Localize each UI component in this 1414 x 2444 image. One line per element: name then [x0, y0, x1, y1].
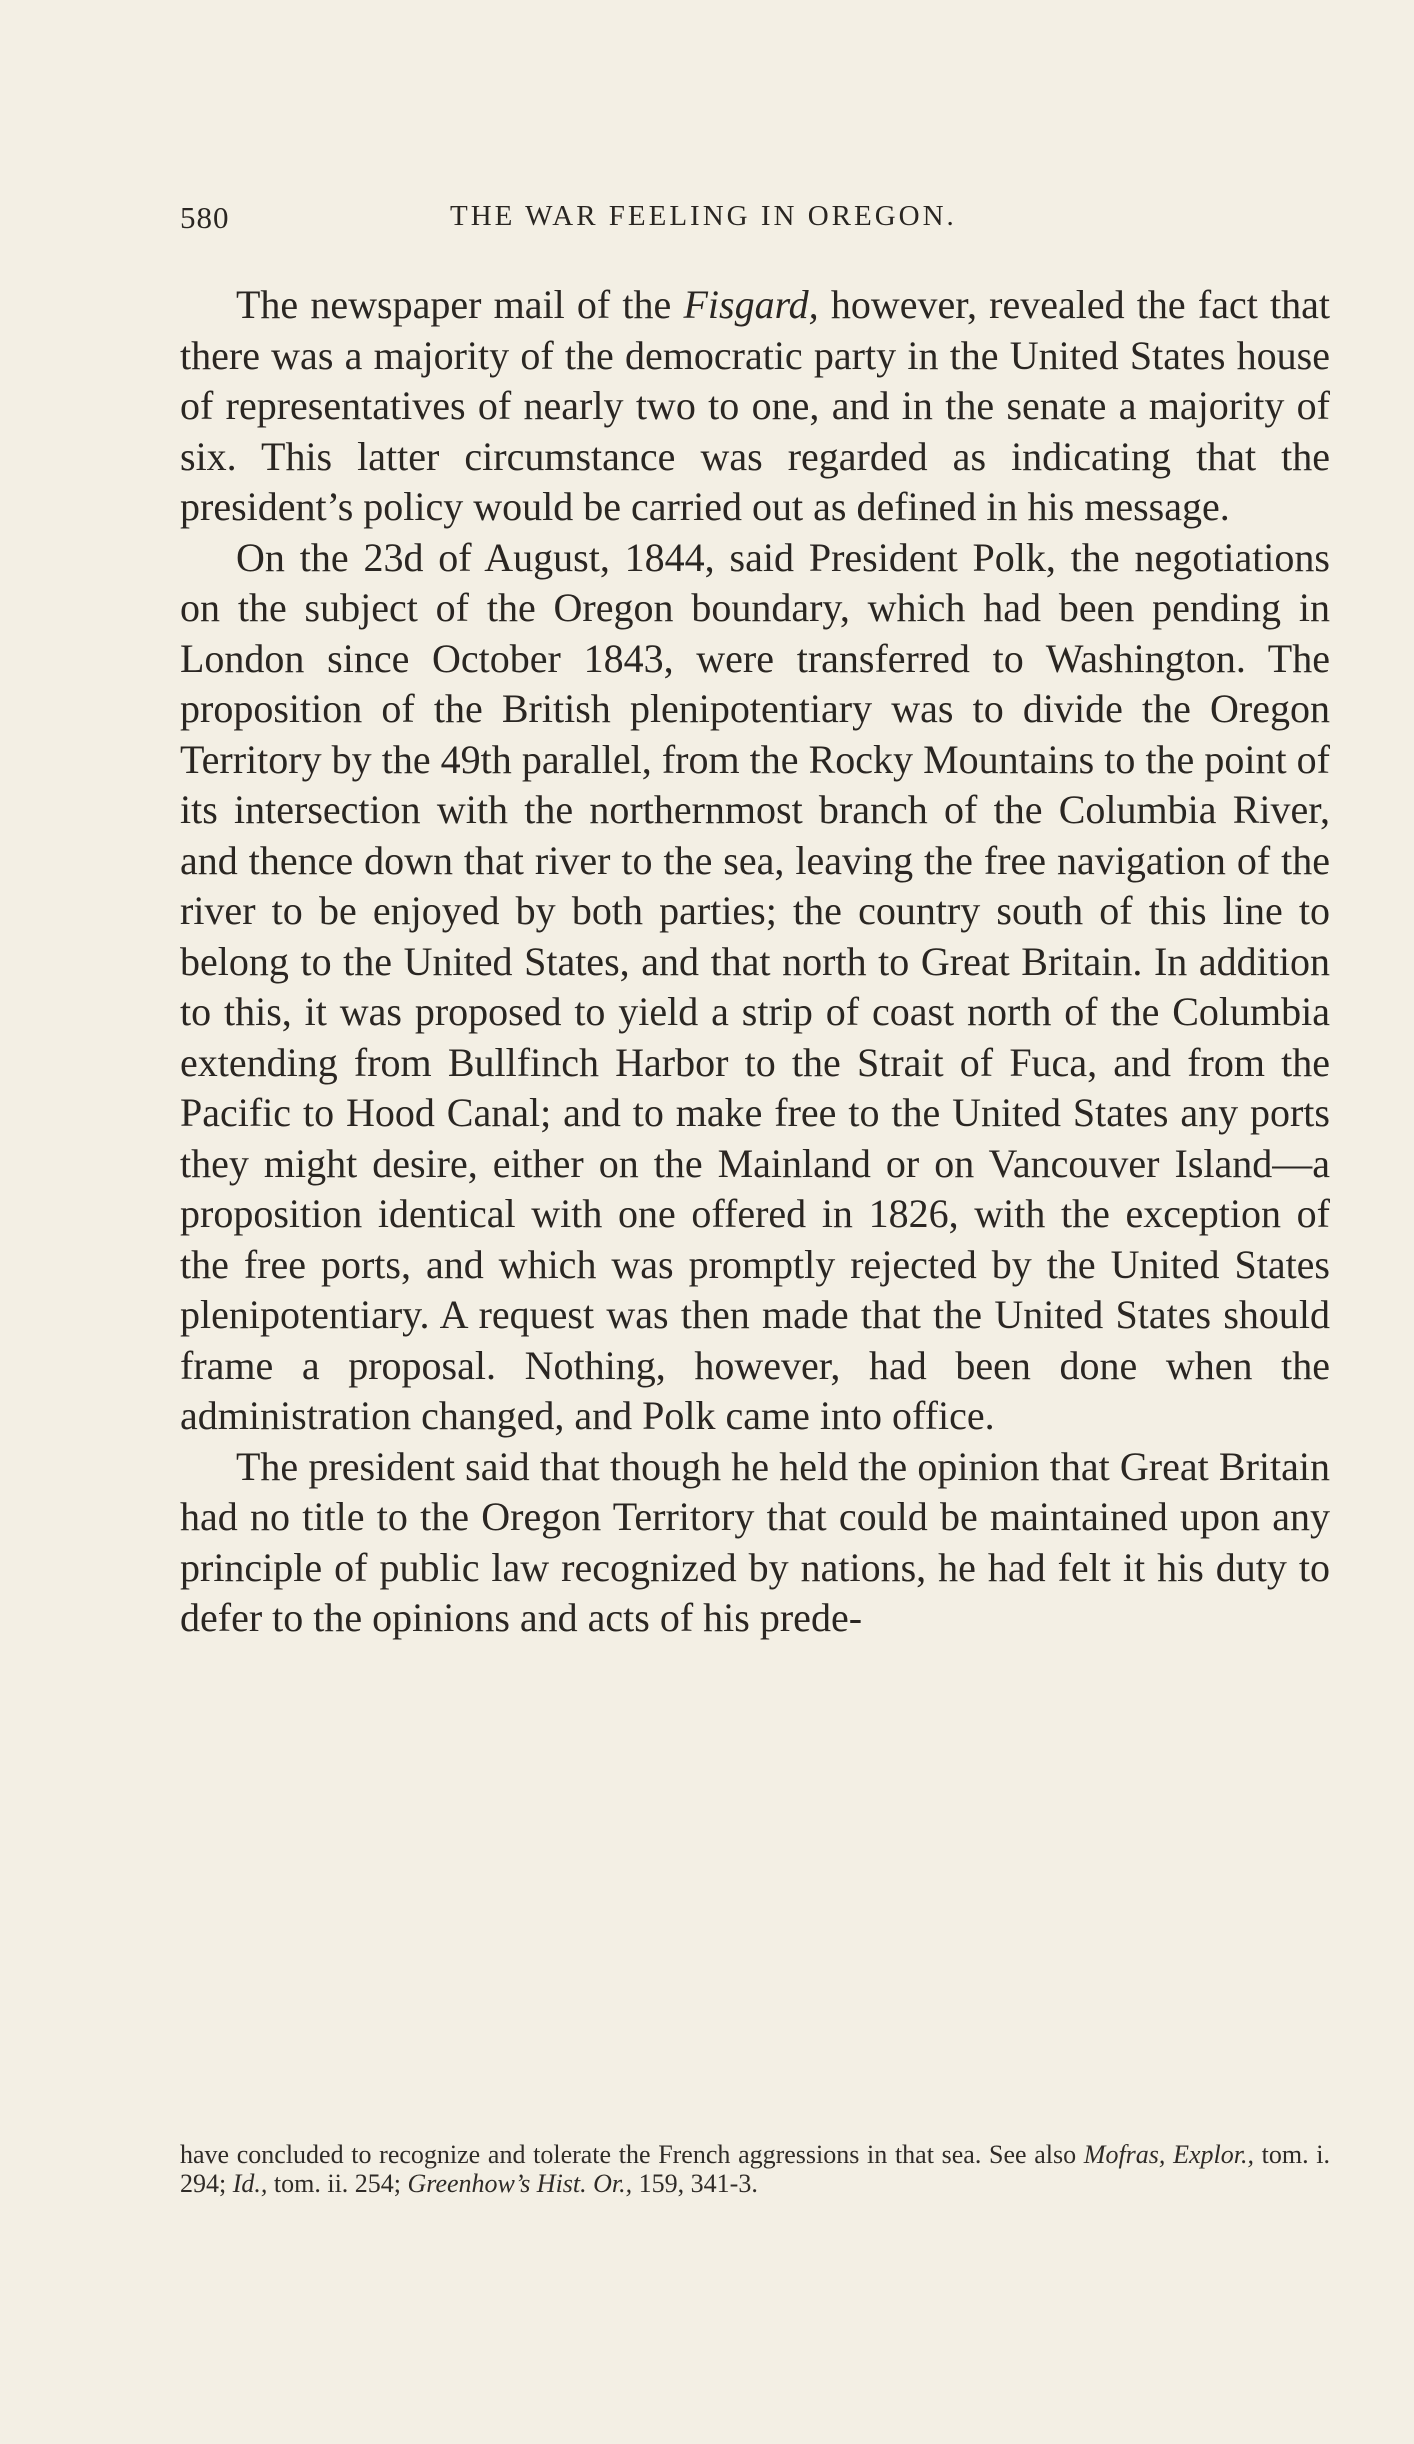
page-header: [180, 188, 1330, 248]
footnote-text: [180, 2140, 1330, 2198]
ship-name-fisgard: Fisgard,: [683, 282, 819, 327]
footnote-citation-greenhow: Greenhow’s Hist. Or.,: [407, 2169, 633, 2198]
running-head: THE WAR FEELING IN OREGON.: [450, 200, 957, 232]
footnote-text-a: have concluded to recognize and tolerate the French aggressions in that sea. See also: [180, 2140, 1084, 2169]
footnote-text-b: tom. i. 294;: [180, 2140, 1331, 2198]
footnote-citation-id: Id.,: [232, 2169, 268, 2198]
paragraph-2: On the 23d of August, 1844, said President Polk, the negotiations on the subject of the Oregon boundary, which had been pending in London since October 1843, were transferred to Washington. The proposition of the British plenipotentiary was to divide the Oregon Territory by the 49th parallel, from the Rocky Mountains to the point of its intersection with the northernmost branch of the Columbia River, and thence down that river to the sea, leaving the free navigation of the river to be enjoyed by both parties; the country south of this line to belong to the United States, and that north to Great Britain. In addition to this, it was proposed to yield a strip of coast north of the Columbia extending from Bullfinch Harbor to the Strait of Fuca, and from the Pacific to Hood Canal; and to make free to the United States any ports they might desire, either on the Mainland or on Vancouver Island—a proposition identical with one offered in 1826, with the exception of the free ports, and which was promptly rejected by the United States plenipotentiary. A request was then made that the United States should frame a proposal. Nothing, however, had been done when the administration changed, and Polk came into office.: [180, 534, 1330, 1438]
body-text: [180, 280, 1330, 1644]
page-number: 580: [180, 200, 230, 235]
paragraph-1-text-b: however, revealed the fact that there was a majority of the democratic party in the United States house of representatives of nearly two to one, and in the senate a majority of six. This latter circumstance was regarded as indicating that the president’s policy would be carried out as defined in his message.: [180, 282, 1330, 529]
paragraph-3: The president said that though he held the opinion that Great Britain had no title to the Oregon Territory that could be maintained upon any principle of public law recognized by nations, he had felt it his duty to defer to the opinions and acts of his prede-: [180, 1443, 1330, 1640]
footnote: [180, 2140, 1330, 2198]
paragraph-1-text-a: The newspaper mail of the: [236, 282, 684, 327]
paragraph-1: [180, 280, 1330, 533]
footnote-text-d: 159, 341-3.: [632, 2169, 758, 2198]
footnote-citation-mofras: Mofras, Explor.,: [1083, 2140, 1254, 2169]
footnote-text-c: tom. ii. 254;: [267, 2169, 408, 2198]
